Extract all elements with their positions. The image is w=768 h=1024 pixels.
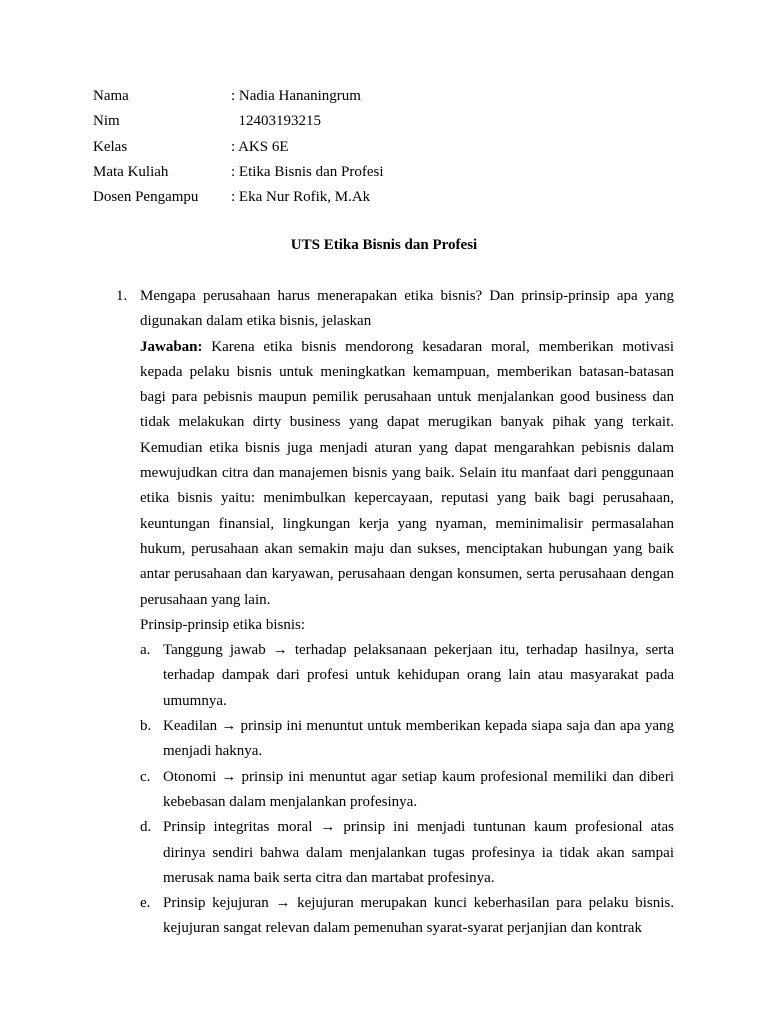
question-number: 1. xyxy=(116,288,128,304)
question-text: Mengapa perusahaan harus menerapakan etika bisnis? Dan prinsip-prinsip apa yang digunakan dalam etika bisnis, jelaskan xyxy=(140,288,674,330)
info-label: Nim xyxy=(93,113,120,130)
list-item-letter: d. xyxy=(140,819,152,836)
principles-list xyxy=(140,638,674,942)
list-item-text: Prinsip kejujuran → kejujuran merupakan kunci keberhasilan para pelaku bisnis. kejujuran sangat relevan dalam pemenuhan syarat-syarat perjanjian dan kontrak xyxy=(163,895,674,937)
info-row-nama xyxy=(93,84,384,109)
answer-paragraph xyxy=(140,335,674,613)
list-item-letter: e. xyxy=(140,895,151,912)
info-row-mata-kuliah xyxy=(93,160,384,185)
answer-label: Jawaban: xyxy=(140,338,203,355)
list-item-text: Prinsip integritas moral → prinsip ini menjadi tuntunan kaum profesional atas dirinya sendiri bahwa dalam menjalankan tugas profesinya ia tidak akan sampai merusak nama baik serta citra dan martabat profesinya. xyxy=(163,819,674,886)
info-value: 12403193215 xyxy=(231,113,321,130)
answer-text: Karena etika bisnis mendorong kesadaran moral, memberikan motivasi kepada pelaku bisnis untuk meningkatkan kemampuan, memberikan batasan-batasan bagi para pebisnis maupun pemilik perusahaan untuk menjalankan good business dan tidak melakukan dirty business yang dapat merugikan banyak pihak yang terkait. Kemudian etika bisnis juga menjadi aturan yang dapat mengarahkan pebisnis dalam mewujudkan citra dan manajemen bisnis yang baik. Selain itu manfaat dari penggunaan etika bisnis yaitu: menimbulkan kepercayaan, reputasi yang baik bagi perusahaan, keuntungan finansial, lingkungan kerja yang nyaman, meminimalisir permasalahan hukum, perusahaan akan semakin maju dan sukses, menciptakan hubungan yang baik antar perusahaan dan karyawan, perusahaan dengan konsumen, serta perusahaan dengan perusahaan yang lain. xyxy=(140,338,674,608)
list-item-letter: b. xyxy=(140,718,152,735)
info-label: Nama xyxy=(93,88,129,104)
info-value: : Nadia Hananingrum xyxy=(231,88,361,104)
list-item xyxy=(140,765,674,816)
list-item xyxy=(140,714,674,765)
list-item-letter: c. xyxy=(140,768,151,785)
info-label: Dosen Pengampu xyxy=(93,189,199,206)
list-item xyxy=(140,891,674,942)
list-item-text: Keadilan → prinsip ini menuntut untuk memberikan kepada siapa saja dan apa yang menjadi haknya. xyxy=(163,718,674,760)
student-info xyxy=(93,84,384,210)
list-item-letter: a. xyxy=(140,642,151,659)
info-label: Mata Kuliah xyxy=(93,163,169,180)
info-value: : Etika Bisnis dan Profesi xyxy=(231,163,384,180)
list-item xyxy=(140,815,674,891)
document-title: UTS Etika Bisnis dan Profesi xyxy=(290,237,478,253)
info-label: Kelas xyxy=(93,138,128,155)
principles-heading: Prinsip-prinsip etika bisnis: xyxy=(140,616,305,633)
list-item-text: Tanggung jawab → terhadap pelaksanaan pekerjaan itu, terhadap hasilnya, serta terhadap dampak dari profesi untuk kehidupan orang lain atau masyarakat pada umumnya. xyxy=(163,642,674,709)
info-row-dosen xyxy=(93,185,384,210)
info-value: : Eka Nur Rofik, M.Ak xyxy=(231,189,371,206)
info-value: : AKS 6E xyxy=(231,138,289,155)
list-item-text: Otonomi → prinsip ini menuntut agar setiap kaum profesional memiliki dan diberi kebebasan dalam menjalankan profesinya. xyxy=(163,768,674,810)
document-body xyxy=(93,284,674,942)
question-item xyxy=(93,284,674,942)
info-row-nim xyxy=(93,109,384,134)
list-item xyxy=(140,638,674,714)
info-row-kelas xyxy=(93,135,384,160)
